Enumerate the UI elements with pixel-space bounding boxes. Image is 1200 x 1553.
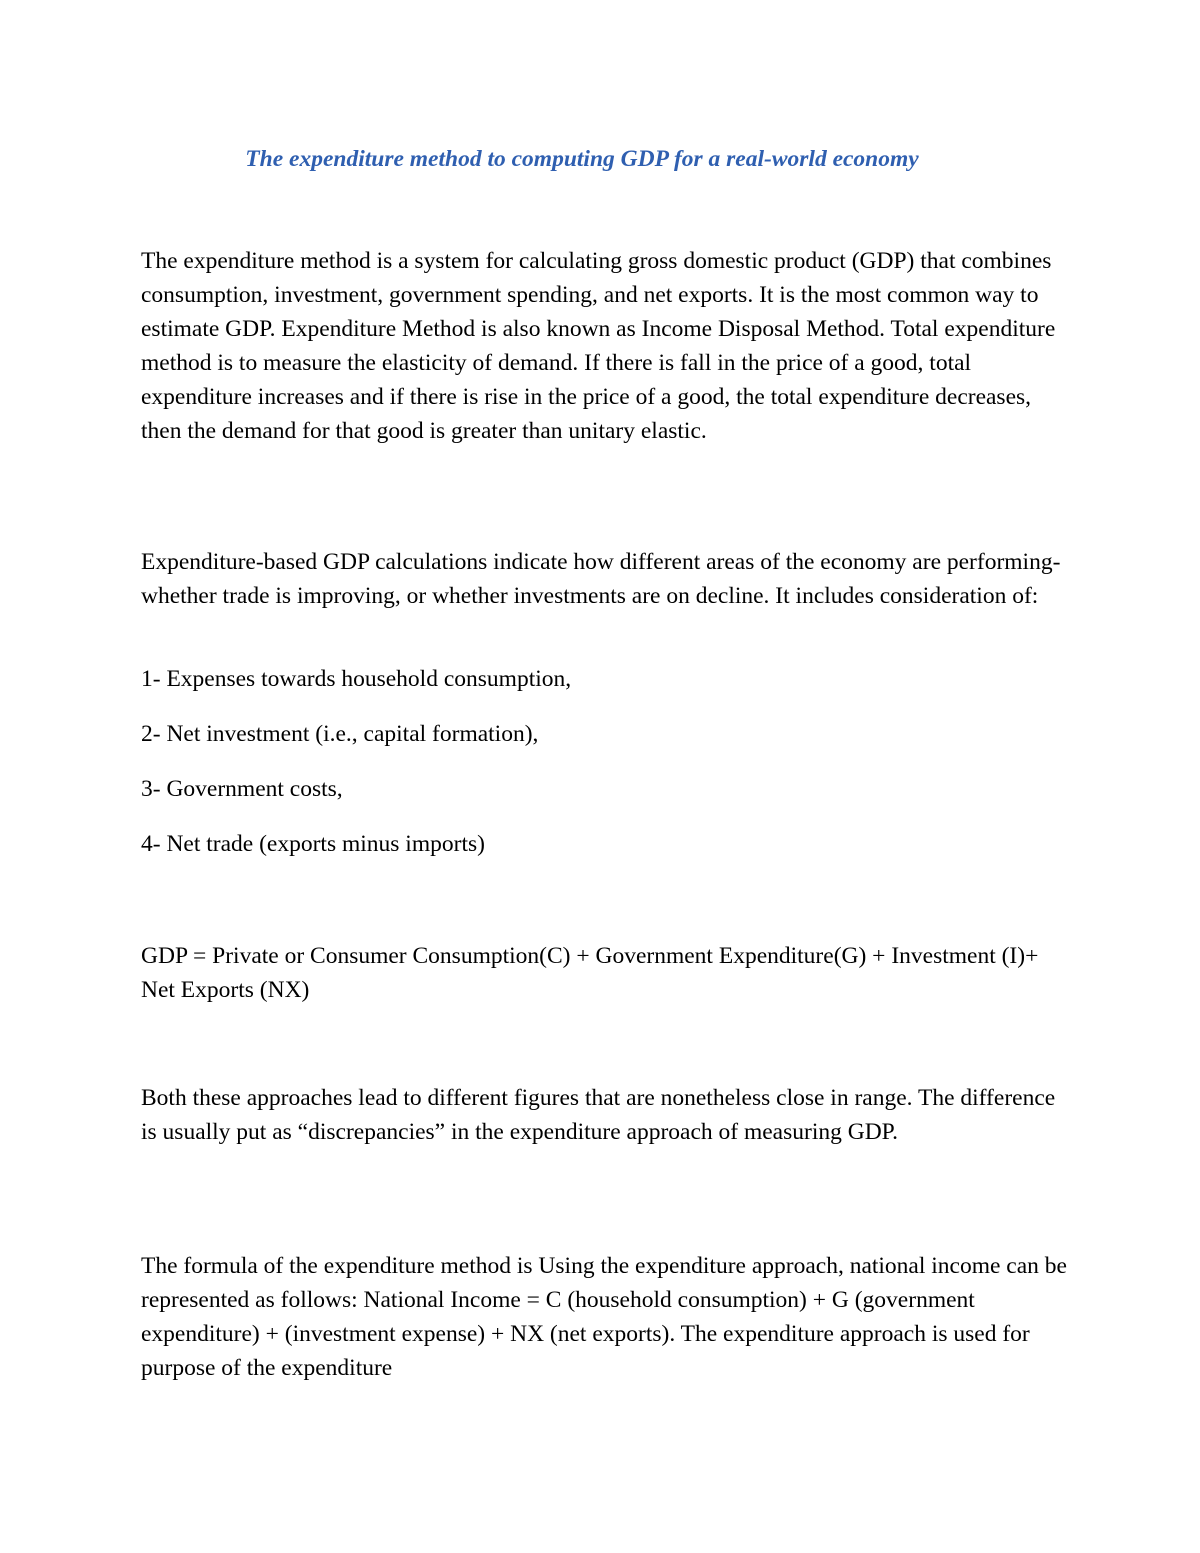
gdp-formula-paragraph: GDP = Private or Consumer Consumption(C) + Government Expenditure(G) + Investment (I)+ Net Exports (NX) <box>141 943 1039 1003</box>
list-item: 3- Government costs, <box>141 776 343 802</box>
national-income-paragraph: The formula of the expenditure method is Using the expenditure approach, national income can be represented as follows: National Income = C (household consumption) + G (government expenditure) + (investment expense) + NX (net exports). The expenditure approach is used for purpose of the expenditure <box>141 1253 1067 1381</box>
performance-paragraph: Expenditure-based GDP calculations indicate how different areas of the economy are performing- whether trade is improving, or whether investments are on decline. It includes consideration of: <box>141 549 1061 609</box>
intro-paragraph: The expenditure method is a system for calculating gross domestic product (GDP) that combines consumption, investment, government spending, and net exports. It is the most common way to estimate GDP. Expenditure Method is also known as Income Disposal Method. Total expenditure method is to measure the elasticity of demand. If there is fall in the price of a good, total expenditure increases and if there is rise in the price of a good, the total expenditure decreases, then the demand for that good is greater than unitary elastic. <box>141 248 1056 444</box>
list-item: 2- Net investment (i.e., capital formation), <box>141 721 539 747</box>
document-title: The expenditure method to computing GDP for a real-world economy <box>245 146 919 172</box>
approaches-paragraph: Both these approaches lead to different figures that are nonetheless close in range. The difference is usually put as “discrepancies” in the expenditure approach of measuring GDP. <box>141 1085 1056 1145</box>
list-item: 1- Expenses towards household consumption, <box>141 666 572 692</box>
list-item: 4- Net trade (exports minus imports) <box>141 831 485 857</box>
